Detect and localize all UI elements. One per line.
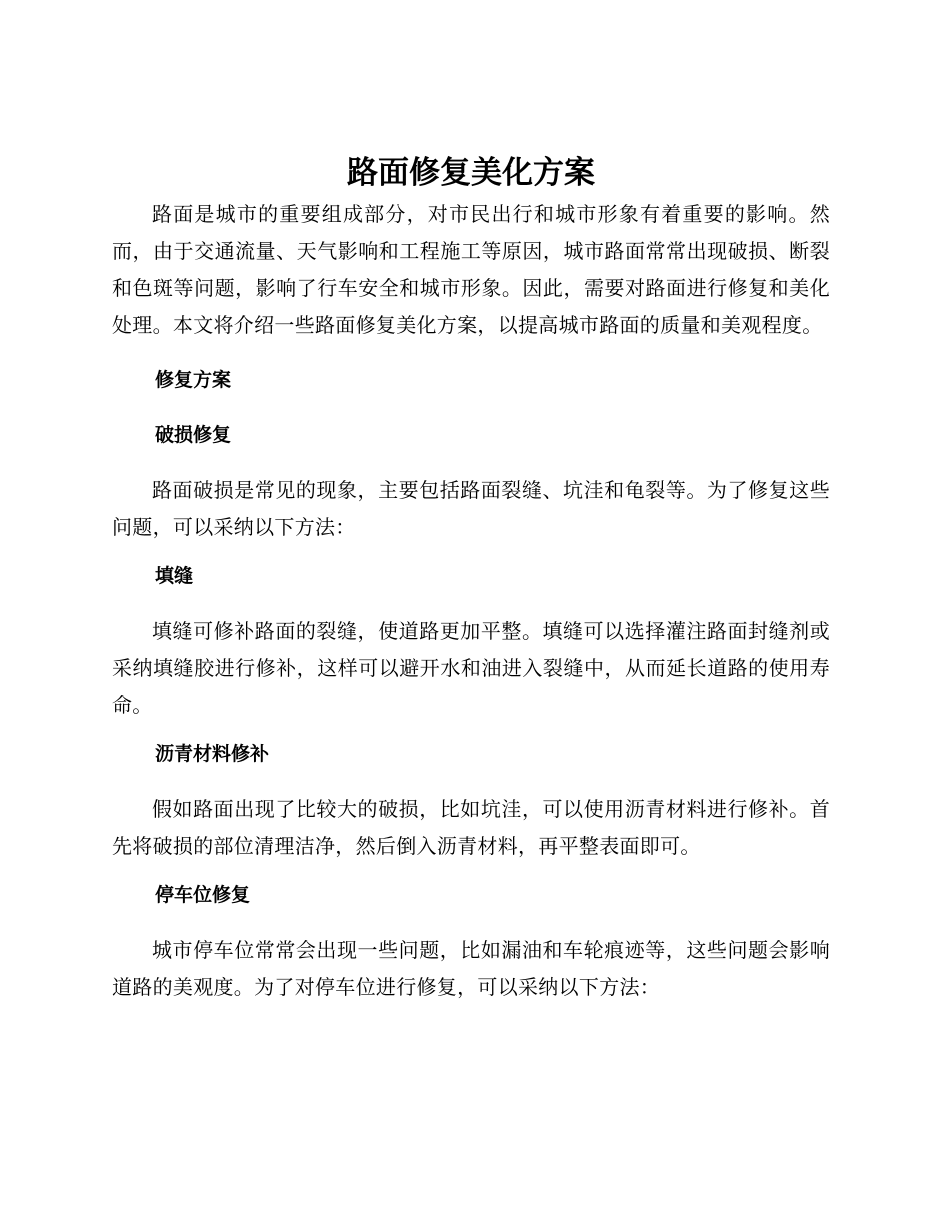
heading-asphalt-patching: 沥青材料修补 [155,743,270,765]
spacer [112,773,830,791]
spacer [112,454,830,472]
document-body [112,150,830,1006]
heading-parking-repair: 停车位修复 [155,884,251,906]
paragraph-damage-repair: 路面破损是常见的现象，主要包括路面裂缝、坑洼和龟裂等。为了修复这些问题，可以采纳以下方法： [112,478,830,539]
paragraph-asphalt-patching: 假如路面出现了比较大的破损，比如坑洼，可以使用沥青材料进行修补。首先将破损的部位清理洁净，然后倒入沥青材料，再平整表面即可。 [112,797,830,858]
intro-paragraph: 路面是城市的重要组成部分，对市民出行和城市形象有着重要的影响。然而，由于交通流量、天气影响和工程施工等原因，城市路面常常出现破损、断裂和色斑等问题，影响了行车安全和城市形象。因此，需要对路面进行修复和美化处理。本文将介绍一些路面修复美化方案，以提高城市路面的质量和美观程度。 [112,202,830,337]
spacer [112,344,830,362]
heading-damage-repair: 破损修复 [155,424,232,446]
spacer [112,595,830,613]
paragraph-crack-filling: 填缝可修补路面的裂缝，使道路更加平整。填缝可以选择灌注路面封缝剂或采纳填缝胶进行修补，这样可以避开水和油进入裂缝中，从而延长道路的使用寿命。 [112,619,830,717]
spacer [112,399,830,417]
spacer [112,724,830,736]
heading-crack-filling: 填缝 [155,565,194,587]
heading-repair-plan: 修复方案 [155,369,232,391]
paragraph-parking-repair: 城市停车位常常会出现一些问题，比如漏油和车轮痕迹等，这些问题会影响道路的美观度。为了对停车位进行修复，可以采纳以下方法： [112,938,830,999]
document-title: 路面修复美化方案 [347,155,595,191]
spacer [112,865,830,877]
spacer [112,546,830,558]
spacer [112,914,830,932]
